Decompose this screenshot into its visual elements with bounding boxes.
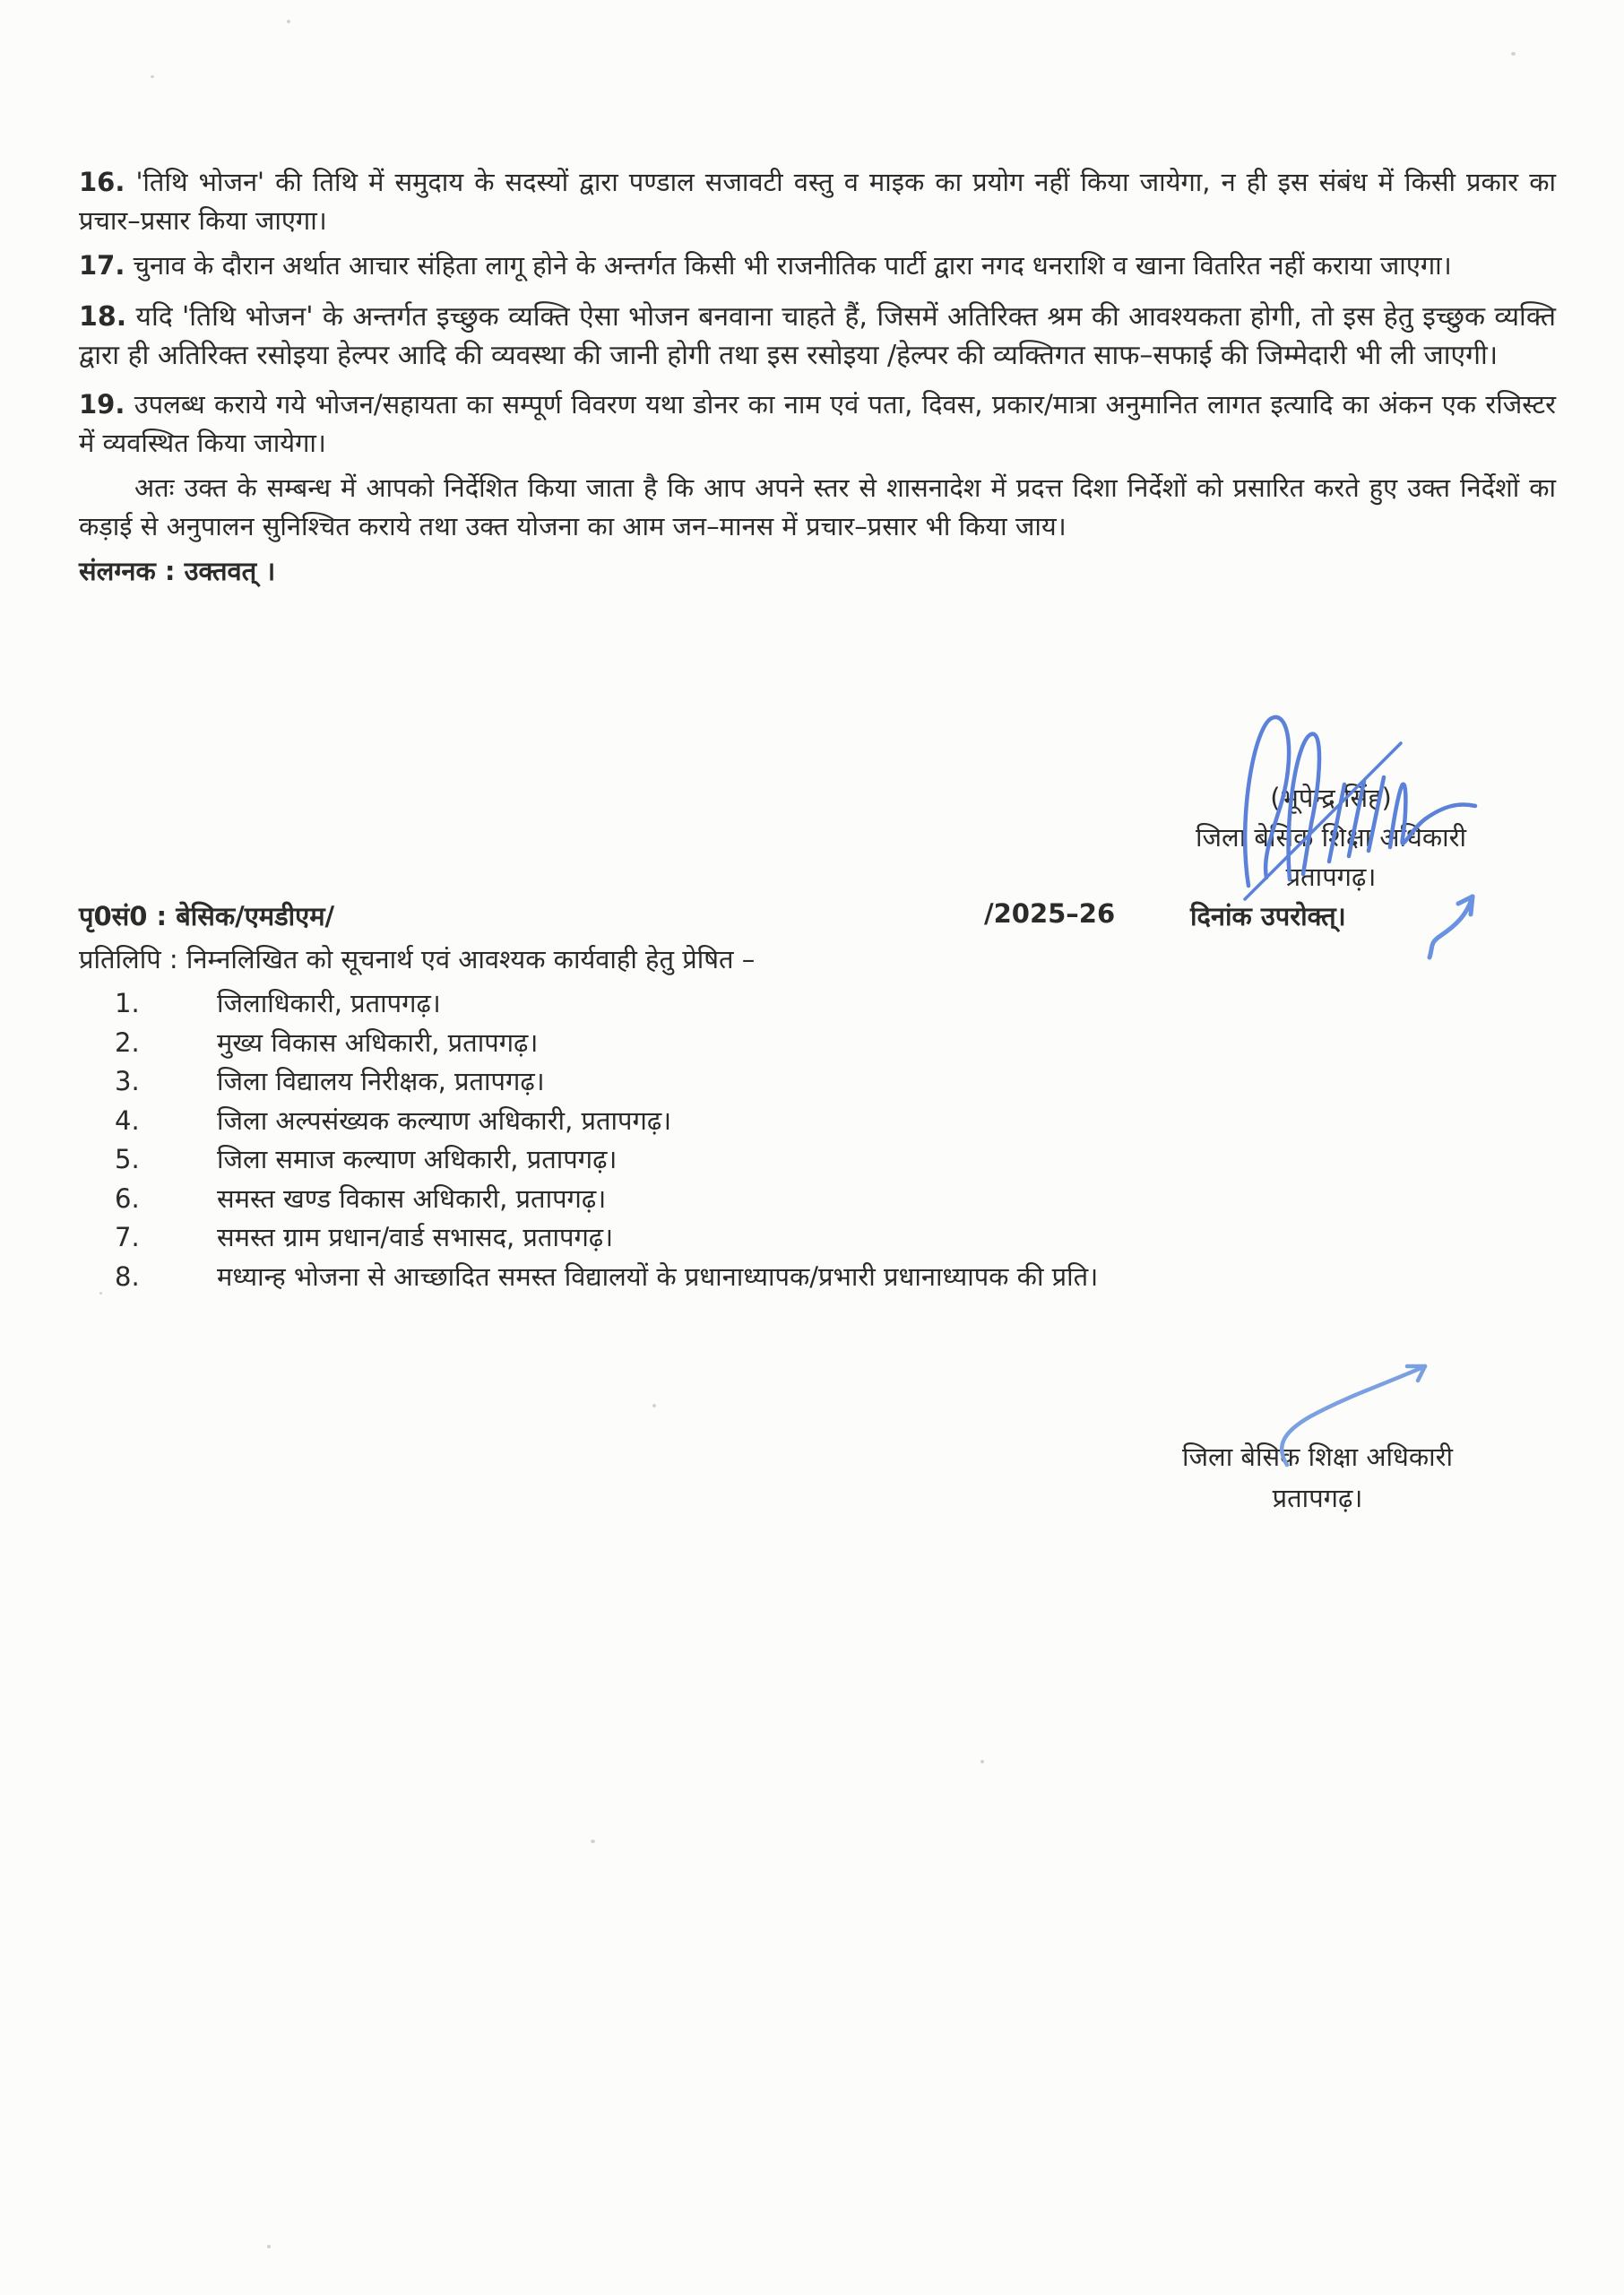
clause-17 [79, 247, 1556, 285]
list-item [115, 1180, 1549, 1219]
list-number: 5. [115, 1144, 140, 1174]
reference-line [79, 898, 1556, 940]
clause-text: चुनाव के दौरान अर्थात आचार संहिता लागू होने के अन्तर्गत किसी भी राजनीतिक पार्टी द्वारा नगद धनराशि व खाना वितरित नहीं कराया जाएगा। [133, 250, 1452, 281]
list-number: 4. [115, 1104, 140, 1136]
list-text: समस्त खण्ड विकास अधिकारी, प्रतापगढ़। [217, 1182, 607, 1214]
list-item [115, 984, 1549, 1024]
scan-speck [591, 1840, 595, 1843]
clause-text: यदि 'तिथि भोजन' के अन्तर्गत इच्छुक व्यक्ति ऐसा भोजन बनवाना चाहते हैं, जिसमें अतिरिक्त श्रम की आवश्यकता होगी, तो इस हेतु इच्छुक व्यक्ति द्वारा ही अतिरिक्त रसोइया हेल्पर आदि की व्यवस्था की जानी होगी तथा इस रसोइया /हेल्पर की व्यक्तिगत साफ–सफाई की जिम्मेदारी भी ली जाएगी। [79, 301, 1556, 371]
clause-number: 16. [79, 167, 125, 197]
scan-speck [1511, 52, 1516, 56]
list-item [115, 1024, 1549, 1063]
clause-18 [79, 298, 1556, 375]
list-text: जिला विद्यालय निरीक्षक, प्रतापगढ़। [217, 1066, 545, 1096]
signatory-title: जिला बेसिक शिक्षा अधिकारी [1196, 822, 1466, 853]
clause-number: 18. [79, 301, 127, 333]
list-item [115, 1062, 1549, 1102]
list-item [115, 1218, 1549, 1258]
reference-year: /2025–26 [984, 898, 1116, 929]
signature-block [1125, 778, 1537, 896]
list-text: जिला समाज कल्याण अधिकारी, प्रतापगढ़। [217, 1144, 618, 1174]
list-text: समस्त ग्राम प्रधान/वार्ड सभासद, प्रतापगढ़। [217, 1222, 614, 1252]
closing-paragraph: अतः उक्त के सम्बन्ध में आपको निर्देशित किया जाता है कि आप अपने स्तर से शासनादेश में प्रदत्त दिशा निर्देशों को प्रसारित करते हुए उक्त निर्देशों का कड़ाई से अनुपालन सुनिश्चित कराये तथा उक्त योजना का आम जन–मानस में प्रचार–प्रसार भी किया जाय। [79, 472, 1556, 541]
list-text: जिला अल्पसंख्यक कल्याण अधिकारी, प्रतापगढ़। [217, 1104, 672, 1136]
distribution-list [115, 984, 1549, 1296]
list-item [115, 1140, 1549, 1180]
clause-text: 'तिथि भोजन' की तिथि में समुदाय के सदस्यों द्वारा पण्डाल सजावटी वस्तु व माइक का प्रयोग नहीं किया जायेगा, न ही इस संबंध में किसी प्रकार का प्रचार–प्रसार किया जाएगा। [79, 167, 1556, 236]
list-number: 2. [115, 1026, 140, 1058]
copy-to-line: प्रतिलिपि : निम्नलिखित को सूचनार्थ एवं आवश्यक कार्यवाही हेतु प्रेषित – [79, 944, 756, 974]
list-number: 7. [115, 1222, 140, 1252]
list-number: 1. [115, 988, 140, 1018]
scan-speck [980, 1760, 984, 1763]
list-item [115, 1258, 1549, 1297]
scan-speck [151, 75, 154, 78]
clause-number: 17. [79, 250, 125, 281]
signatory-name: (भूपेन्द्र सिंह) [1270, 783, 1392, 813]
clause-16 [79, 163, 1556, 240]
bottom-signatory-place: प्रतापगढ़। [1272, 1483, 1363, 1513]
list-text: जिलाधिकारी, प्रतापगढ़। [217, 988, 441, 1018]
attachment-line: संलग्नक : उक्तवत् । [79, 556, 276, 586]
bottom-signature-block [1111, 1436, 1524, 1519]
scan-speck [652, 1404, 656, 1407]
bottom-signatory-title: जिला बेसिक शिक्षा अधिकारी [1182, 1442, 1453, 1472]
reference-date: दिनांक उपरोक्त्। [1190, 901, 1346, 931]
list-number: 6. [115, 1182, 140, 1214]
signatory-place: प्रतापगढ़। [1285, 862, 1377, 892]
list-item [115, 1102, 1549, 1141]
list-text: मुख्य विकास अधिकारी, प्रतापगढ़। [217, 1026, 539, 1058]
clause-number: 19. [79, 389, 125, 420]
reference-number-prefix: पृ0सं0 : बेसिक/एमडीएम/ [79, 901, 335, 931]
letter-body [79, 163, 1556, 597]
clause-text: उपलब्ध कराये गये भोजन/सहायता का सम्पूर्ण विवरण यथा डोनर का नाम एवं पता, दिवस, प्रकार/मात्रा अनुमानित लागत इत्यादि का अंकन एक रजिस्टर में व्यवस्थित किया जायेगा। [79, 389, 1556, 458]
clause-19 [79, 385, 1556, 463]
scan-speck [287, 20, 290, 23]
list-number: 3. [115, 1066, 140, 1096]
list-number: 8. [115, 1260, 140, 1292]
scan-speck [99, 1292, 102, 1295]
list-text: मध्यान्ह भोजना से आच्छादित समस्त विद्यालयों के प्रधानाध्यापक/प्रभारी प्रधानाध्यापक की प्रति। [217, 1260, 1099, 1292]
scan-speck [267, 2245, 271, 2248]
